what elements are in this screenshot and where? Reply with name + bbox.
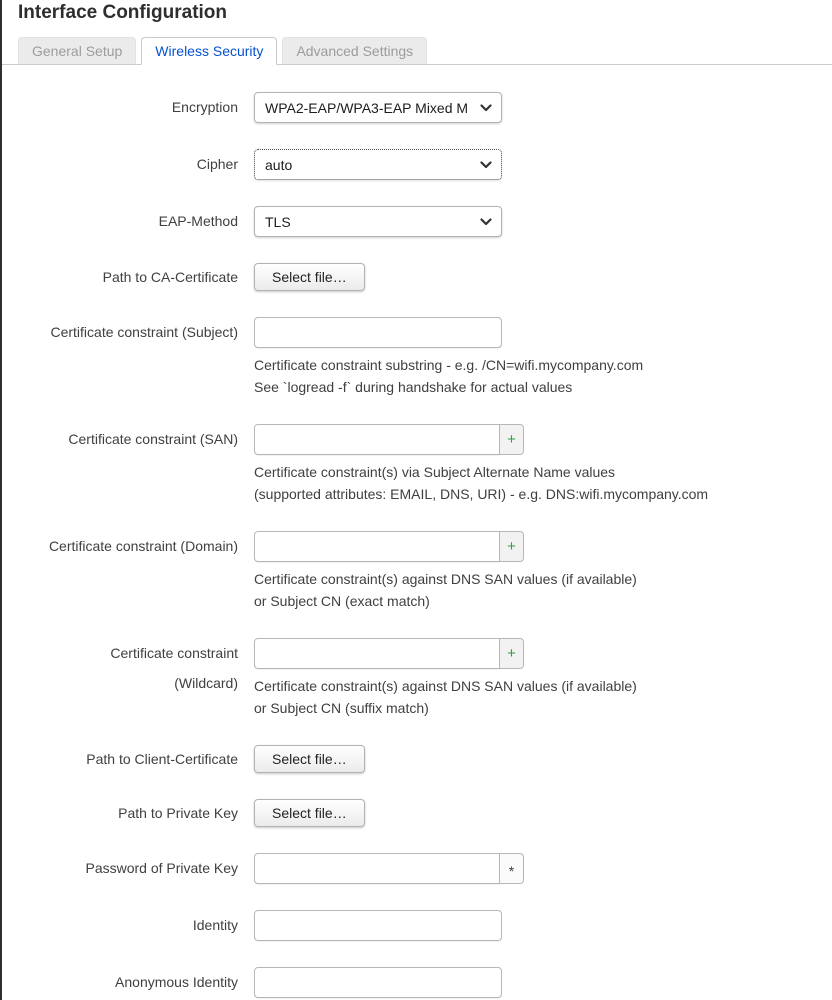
row-anonymous-identity: [18, 967, 816, 998]
constraint-san-help: [254, 461, 816, 505]
constraint-san-label: Certificate constraint (SAN): [68, 431, 238, 447]
constraint-wildcard-label: Certificate constraint (Wildcard): [110, 645, 238, 691]
encryption-selected-value: WPA2-EAP/WPA3-EAP Mixed M: [265, 99, 469, 116]
wireless-security-form: [2, 65, 832, 998]
private-key-password-label: Password of Private Key: [85, 860, 238, 876]
constraint-wildcard-input[interactable]: [254, 638, 500, 669]
row-cipher: [18, 149, 816, 180]
cipher-select[interactable]: [254, 149, 502, 180]
row-private-key: [18, 799, 816, 827]
private-key-select-file-button[interactable]: Select file…: [254, 799, 365, 827]
row-constraint-san: [18, 424, 816, 505]
encryption-label: Encryption: [171, 99, 238, 115]
help-line: or Subject CN (exact match): [254, 593, 430, 609]
constraint-wildcard-help: [254, 675, 816, 719]
private-key-password-input[interactable]: [254, 853, 500, 884]
constraint-domain-input[interactable]: [254, 531, 500, 562]
row-constraint-subject: [18, 317, 816, 398]
client-certificate-select-file-button[interactable]: Select file…: [254, 745, 365, 773]
cipher-selected-value: auto: [265, 156, 293, 173]
help-line: See `logread -f` during handshake for actual values: [254, 379, 573, 395]
row-ca-certificate: [18, 263, 816, 291]
tab-wireless-security[interactable]: Wireless Security: [141, 37, 277, 65]
constraint-domain-add-button[interactable]: +: [500, 531, 524, 562]
constraint-domain-label: Certificate constraint (Domain): [48, 538, 238, 554]
row-constraint-domain: [18, 531, 816, 612]
encryption-select[interactable]: [254, 92, 502, 123]
help-line: Certificate constraint(s) via Subject Alternate Name values: [254, 464, 616, 480]
ca-certificate-select-file-button[interactable]: Select file…: [254, 263, 365, 291]
constraint-subject-help: [254, 354, 816, 398]
password-reveal-button[interactable]: *: [500, 853, 524, 884]
row-constraint-wildcard: [18, 638, 816, 719]
row-encryption: [18, 92, 816, 123]
private-key-label: Path to Private Key: [118, 805, 238, 821]
constraint-san-add-button[interactable]: +: [500, 424, 524, 455]
tab-general-setup[interactable]: General Setup: [18, 37, 136, 64]
help-line: Certificate constraint(s) against DNS SAN values (if available): [254, 678, 637, 694]
tab-advanced-settings[interactable]: Advanced Settings: [282, 37, 427, 64]
chevron-down-icon: [480, 161, 492, 169]
anonymous-identity-label: Anonymous Identity: [115, 974, 238, 990]
row-client-certificate: [18, 745, 816, 773]
chevron-down-icon: [480, 218, 492, 226]
cipher-label: Cipher: [196, 156, 238, 172]
constraint-subject-label: Certificate constraint (Subject): [50, 324, 238, 340]
row-eap-method: [18, 206, 816, 237]
client-certificate-label: Path to Client-Certificate: [86, 751, 238, 767]
page-title: Interface Configuration: [18, 2, 228, 23]
help-line: Certificate constraint substring - e.g. /CN=wifi.mycompany.com: [254, 357, 644, 373]
constraint-san-input[interactable]: [254, 424, 500, 455]
eap-method-label: EAP-Method: [158, 213, 238, 229]
eap-method-selected-value: TLS: [265, 213, 291, 230]
row-private-key-password: [18, 853, 816, 884]
help-line: or Subject CN (suffix match): [254, 700, 429, 716]
identity-input[interactable]: [254, 910, 502, 941]
anonymous-identity-input[interactable]: [254, 967, 502, 998]
help-line: Certificate constraint(s) against DNS SAN values (if available): [254, 571, 637, 587]
tab-bar: [2, 37, 832, 65]
constraint-wildcard-add-button[interactable]: +: [500, 638, 524, 669]
identity-label: Identity: [192, 917, 238, 933]
constraint-subject-input[interactable]: [254, 317, 502, 348]
help-line: (supported attributes: EMAIL, DNS, URI) - e.g. DNS:wifi.mycompany.com: [254, 486, 709, 502]
chevron-down-icon: [480, 104, 492, 112]
row-identity: [18, 910, 816, 941]
eap-method-select[interactable]: [254, 206, 502, 237]
constraint-domain-help: [254, 568, 816, 612]
ca-certificate-label: Path to CA-Certificate: [102, 269, 238, 285]
